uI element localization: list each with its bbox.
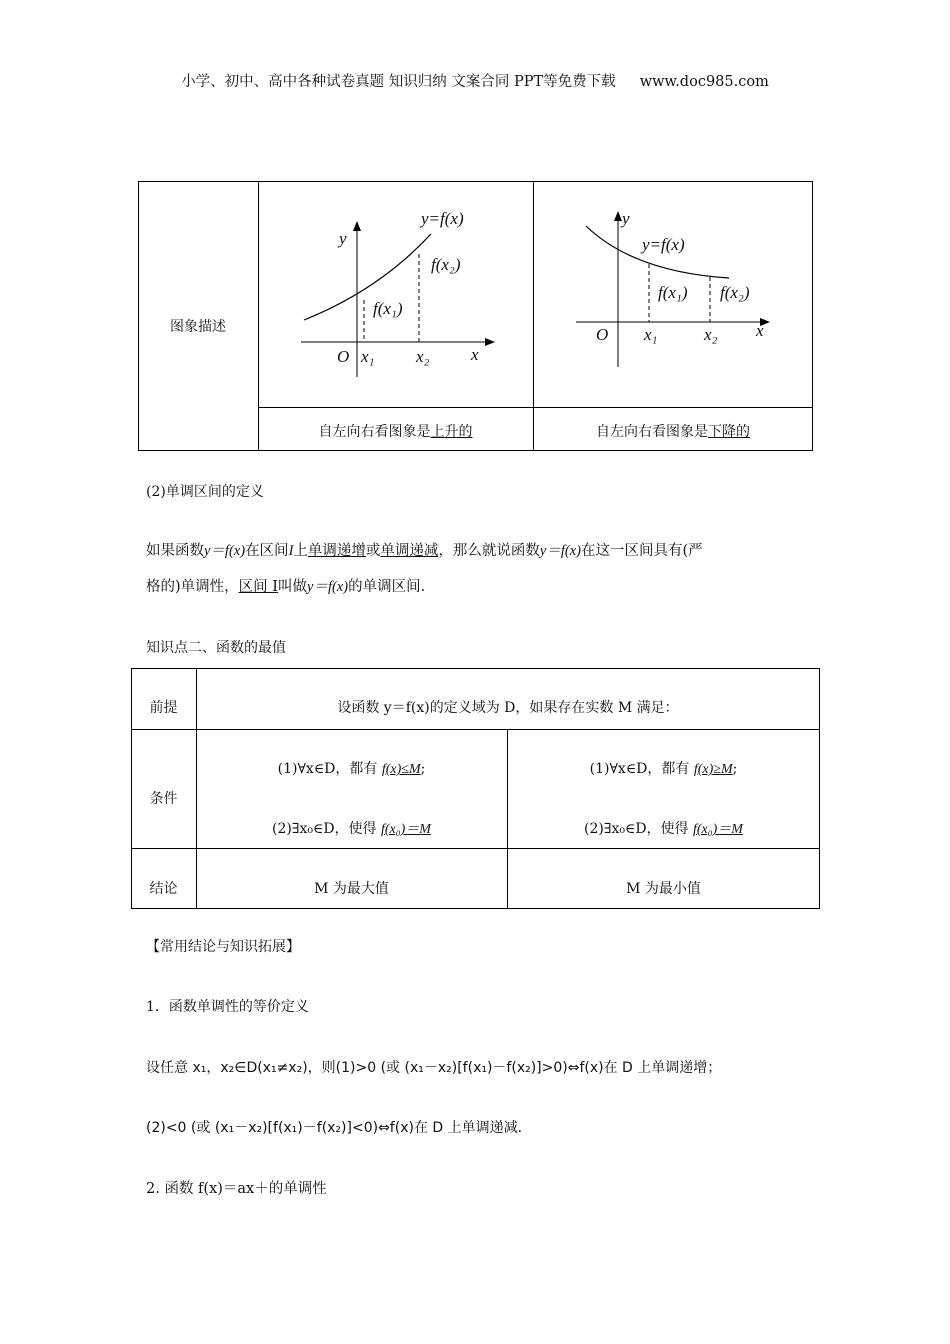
text-segment: f(x₀)＝M: [693, 822, 743, 837]
text-segment: y=f(x): [642, 235, 685, 254]
x-arrow-icon: [485, 338, 495, 346]
text-segment: f(x₂): [720, 283, 750, 302]
text-segment: 在这一区间具有(严: [580, 543, 703, 559]
text-segment: y＝f(x): [307, 579, 349, 595]
premise-text: 设函数 y＝f(x)的定义域为 D，如果存在实数 M 满足：: [337, 700, 679, 716]
text-segment: y: [622, 209, 630, 228]
text-segment: x₂: [416, 347, 430, 366]
text-segment: x₂: [704, 325, 718, 344]
conclusion-label: 结论: [149, 881, 178, 897]
table-rule: [131, 848, 820, 849]
text-segment: 区间 I: [238, 579, 279, 595]
text-segment: 单调递增: [307, 543, 366, 559]
text-segment: (2)∃x₀∈D，使得: [584, 821, 693, 837]
text-segment: x: [471, 345, 479, 364]
equivalent-definition-increasing: 设任意 x₁，x₂∈D(x₁≠x₂)，则(1)>0 (或 (x₁－x₂)[f(x₁)－f(x₂)]>0)⇔f(x)在 D 上单调递增；: [146, 1060, 722, 1076]
item-1-title: 1．函数单调性的等价定义: [146, 999, 309, 1015]
text-segment: f(x₁): [658, 283, 688, 302]
conclusion-max: M 为最大值: [314, 881, 389, 897]
text-segment: (1)∀x∈D，都有: [589, 761, 694, 777]
text-segment: 格的)单调性，: [146, 579, 239, 595]
text-segment: x: [756, 321, 764, 340]
table-rule: [258, 407, 813, 408]
text-segment: (1)∀x∈D，都有: [277, 761, 382, 777]
caption-decreasing: [533, 421, 813, 441]
y-arrow-icon: [614, 211, 622, 221]
text-segment: 单调递减: [380, 543, 439, 559]
max-condition-1: [196, 758, 507, 778]
extension-title: 【常用结论与知识拓展】: [146, 939, 300, 955]
text-segment: f(x₀)＝M: [381, 822, 431, 837]
text-segment: I: [288, 543, 294, 559]
increasing-curve: [304, 234, 431, 320]
text-segment: ，那么就说函数: [438, 543, 540, 559]
max-condition-2: [196, 818, 507, 838]
text-segment: ;: [420, 761, 426, 777]
definition-paragraph-line1: [146, 539, 703, 560]
text-segment: y: [339, 229, 347, 248]
equivalent-definition-decreasing: (2)<0 (或 (x₁－x₂)[f(x₁)－f(x₂)]<0)⇔f(x)在 D 上单调递减.: [146, 1120, 523, 1136]
item-2-title: 2. 函数 f(x)＝ax＋的单调性: [146, 1181, 327, 1197]
definition-paragraph-line2: [146, 575, 425, 596]
knowledge-point-title: 知识点二、函数的最值: [146, 640, 286, 656]
text-segment: 上升的: [430, 424, 473, 440]
conclusion-min: M 为最小值: [626, 881, 701, 897]
text-segment: 上: [293, 543, 308, 559]
table-rule: [131, 729, 820, 730]
text-segment: 叫做: [278, 579, 308, 595]
text-segment: x₁: [361, 347, 375, 366]
text-segment: 下降的: [708, 424, 750, 440]
page-header: [0, 70, 950, 91]
header-url[interactable]: www.doc985.com: [639, 74, 769, 90]
text-segment: O: [337, 347, 350, 366]
text-segment: y＝f(x): [539, 543, 581, 559]
section-title: (2)单调区间的定义: [146, 484, 264, 500]
text-segment: f(x)≥M: [693, 762, 733, 777]
header-text: 小学、初中、高中各种试卷真题 知识归纳 文案合同 PPT等免费下载: [181, 74, 616, 90]
text-segment: f(x₂): [431, 255, 461, 274]
text-segment: O: [596, 325, 609, 344]
premise-label: 前提: [149, 700, 178, 716]
increasing-graph: [259, 182, 533, 407]
decreasing-graph: [534, 182, 812, 407]
text-segment: 如果函数: [146, 543, 204, 559]
text-segment: 自左向右看图象是: [596, 424, 708, 440]
condition-label: 条件: [149, 791, 178, 807]
text-segment: 或: [365, 543, 381, 559]
caption-increasing: [258, 421, 533, 441]
text-segment: f(x₁): [373, 299, 403, 318]
y-arrow-icon: [353, 221, 361, 231]
text-segment: 自左向右看图象是: [318, 424, 431, 440]
min-condition-2: [507, 818, 820, 838]
text-segment: f(x)≤M: [381, 762, 421, 777]
text-segment: y=f(x): [421, 209, 464, 228]
text-segment: y＝f(x): [204, 543, 246, 559]
text-segment: ;: [732, 761, 738, 777]
text-segment: (2)∃x₀∈D，使得: [272, 821, 381, 837]
text-segment: 在区间: [245, 543, 289, 559]
text-segment: x₁: [644, 325, 658, 344]
row-label-graph: 图象描述: [170, 319, 226, 335]
text-segment: 的单调区间.: [348, 579, 426, 595]
min-condition-1: [507, 758, 820, 778]
